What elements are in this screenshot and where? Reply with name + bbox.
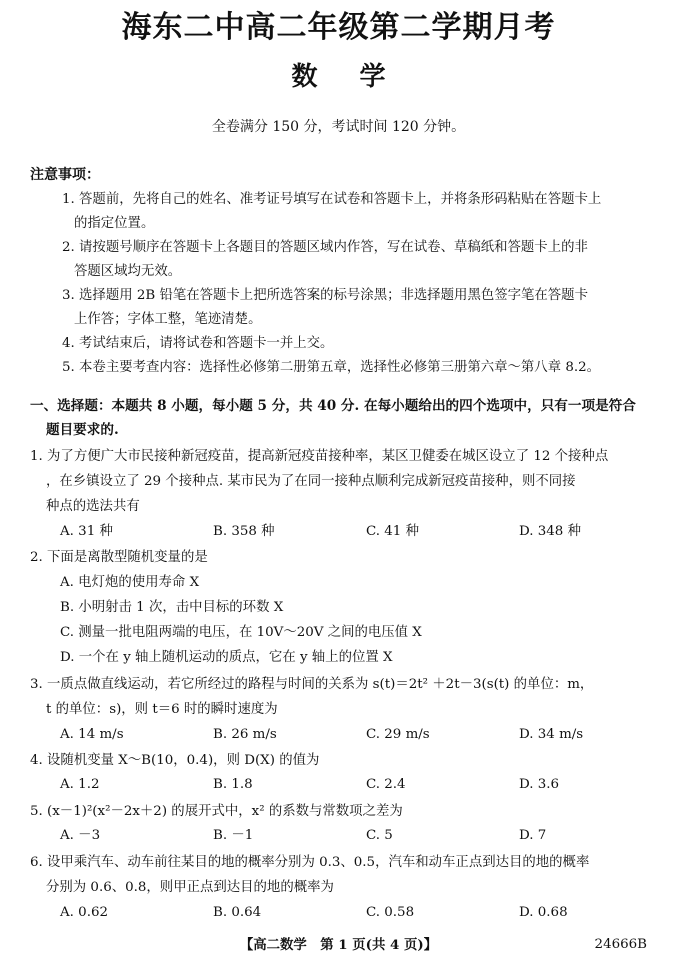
option-b[interactable]: B. 小明射击 1 次，击中目标的环数 X — [60, 600, 284, 615]
question-6-options — [60, 901, 620, 925]
question-3-line1: 3. 一质点做直线运动，若它所经过的路程与时间的关系为 s(t)＝2t² ＋2t－3(s(t) 的单位：m， — [30, 677, 594, 692]
option-c[interactable]: C. 测量一批电阻两端的电压，在 10V～20V 之间的电压值 X — [60, 625, 422, 640]
option-d[interactable]: D. 348 种 — [519, 524, 581, 539]
question-5-line1: 5. (x－1)²(x²－2x＋2) 的展开式中，x² 的系数与常数项之差为 — [30, 804, 403, 819]
paper-code: 24666B — [594, 937, 647, 952]
notice-item-5-line1: 5. 本卷主要考查内容：选择性必修第二册第五章，选择性必修第三册第六章～第八章 8.2。 — [62, 360, 601, 375]
question-4-options — [60, 773, 620, 797]
notice-item-4 — [62, 332, 652, 356]
question-6-line2: 分别为 0.6、0.8，则甲正点到达目的地的概率为 — [46, 880, 334, 895]
notice-item-2-line2: 答题区域均无效。 — [74, 264, 182, 279]
notice-item-5 — [62, 356, 652, 380]
option-b[interactable]: B. 26 m/s — [213, 727, 277, 742]
question-3 — [30, 672, 652, 722]
question-4 — [30, 748, 652, 773]
exam-title: 海东二中高二年级第二学期月考 — [121, 10, 556, 45]
notice-item-3 — [62, 284, 652, 332]
page-number: 【高二数学 第 1 页(共 4 页)】 — [239, 937, 438, 953]
question-6 — [30, 850, 652, 900]
question-3-options — [60, 723, 620, 747]
option-c[interactable]: C. 41 种 — [366, 524, 419, 539]
question-4-line1: 4. 设随机变量 X～B(10，0.4)，则 D(X) 的值为 — [30, 753, 320, 768]
question-1 — [30, 444, 652, 519]
notice-item-1 — [62, 188, 652, 236]
option-b[interactable]: B. 1.8 — [213, 777, 253, 792]
option-d[interactable]: D. 3.6 — [519, 777, 560, 792]
section-heading — [30, 394, 652, 442]
section-heading-line1: 一、选择题：本题共 8 小题，每小题 5 分，共 40 分. 在每小题给出的四个选项中，只有一项是符合 — [30, 398, 636, 414]
notice-item-4-line1: 4. 考试结束后，请将试卷和答题卡一并上交。 — [62, 336, 334, 351]
notice-item-3-line1: 3. 选择题用 2B 铅笔在答题卡上把所选答案的标号涂黑；非选择题用黑色签字笔在答题卡 — [62, 288, 588, 303]
question-1-line3: 种点的选法共有 — [46, 499, 140, 514]
notice-item-3-line2: 上作答；字体工整，笔迹清楚。 — [74, 312, 262, 327]
subject-title: 数学 — [291, 62, 428, 92]
notice-item-1-line2: 的指定位置。 — [74, 216, 155, 231]
question-1-line1: 1. 为了方便广大市民接种新冠疫苗，提高新冠疫苗接种率，某区卫健委在城区设立了 12 个接种点 — [30, 449, 609, 464]
option-c[interactable]: C. 29 m/s — [366, 727, 430, 742]
exam-info: 全卷满分 150 分，考试时间 120 分钟。 — [211, 119, 466, 135]
page-footer — [0, 934, 677, 956]
option-d[interactable]: D. 一个在 y 轴上随机运动的质点，它在 y 轴上的位置 X — [60, 650, 393, 665]
option-c[interactable]: C. 2.4 — [366, 777, 406, 792]
option-b[interactable]: B. 0.64 — [213, 905, 262, 920]
question-5-options — [60, 824, 620, 848]
option-a[interactable]: A. 电灯炮的使用寿命 X — [60, 575, 200, 590]
question-6-line1: 6. 设甲乘汽车、动车前往某目的地的概率分别为 0.3、0.5，汽车和动车正点到达目的地的概率 — [30, 855, 590, 870]
question-1-line2: ，在乡镇设立了 29 个接种点. 某市民为了在同一接种点顺利完成新冠疫苗接种，则不同接 — [46, 474, 576, 489]
option-a[interactable]: A. 0.62 — [60, 905, 108, 920]
option-c[interactable]: C. 0.58 — [366, 905, 415, 920]
option-c[interactable]: C. 5 — [366, 828, 393, 843]
section-heading-line2: 题目要求的. — [46, 422, 119, 438]
option-b[interactable]: B. 358 种 — [213, 524, 275, 539]
question-2-options — [60, 570, 422, 670]
option-a[interactable]: A. 14 m/s — [60, 727, 124, 742]
question-2-line1: 2. 下面是离散型随机变量的是 — [30, 550, 208, 565]
option-d[interactable]: D. 0.68 — [519, 905, 568, 920]
notice-item-2 — [62, 236, 652, 284]
notice-heading: 注意事项： — [30, 167, 100, 183]
option-d[interactable]: D. 7 — [519, 828, 547, 843]
option-b[interactable]: B. －1 — [213, 828, 254, 843]
notice-item-1-line1: 1. 答题前，先将自己的姓名、准考证号填写在试卷和答题卡上，并将条形码粘贴在答题卡上 — [62, 192, 602, 207]
question-1-options — [60, 520, 620, 544]
option-d[interactable]: D. 34 m/s — [519, 727, 584, 742]
option-a[interactable]: A. 1.2 — [60, 777, 100, 792]
option-a[interactable]: A. 31 种 — [60, 524, 113, 539]
question-5 — [30, 799, 652, 824]
notice-item-2-line1: 2. 请按题号顺序在答题卡上各题目的答题区域内作答，写在试卷、草稿纸和答题卡上的非 — [62, 240, 588, 255]
question-3-line2: t 的单位：s)，则 t＝6 时的瞬时速度为 — [46, 702, 278, 717]
option-a[interactable]: A. －3 — [60, 828, 101, 843]
question-2 — [30, 545, 652, 570]
